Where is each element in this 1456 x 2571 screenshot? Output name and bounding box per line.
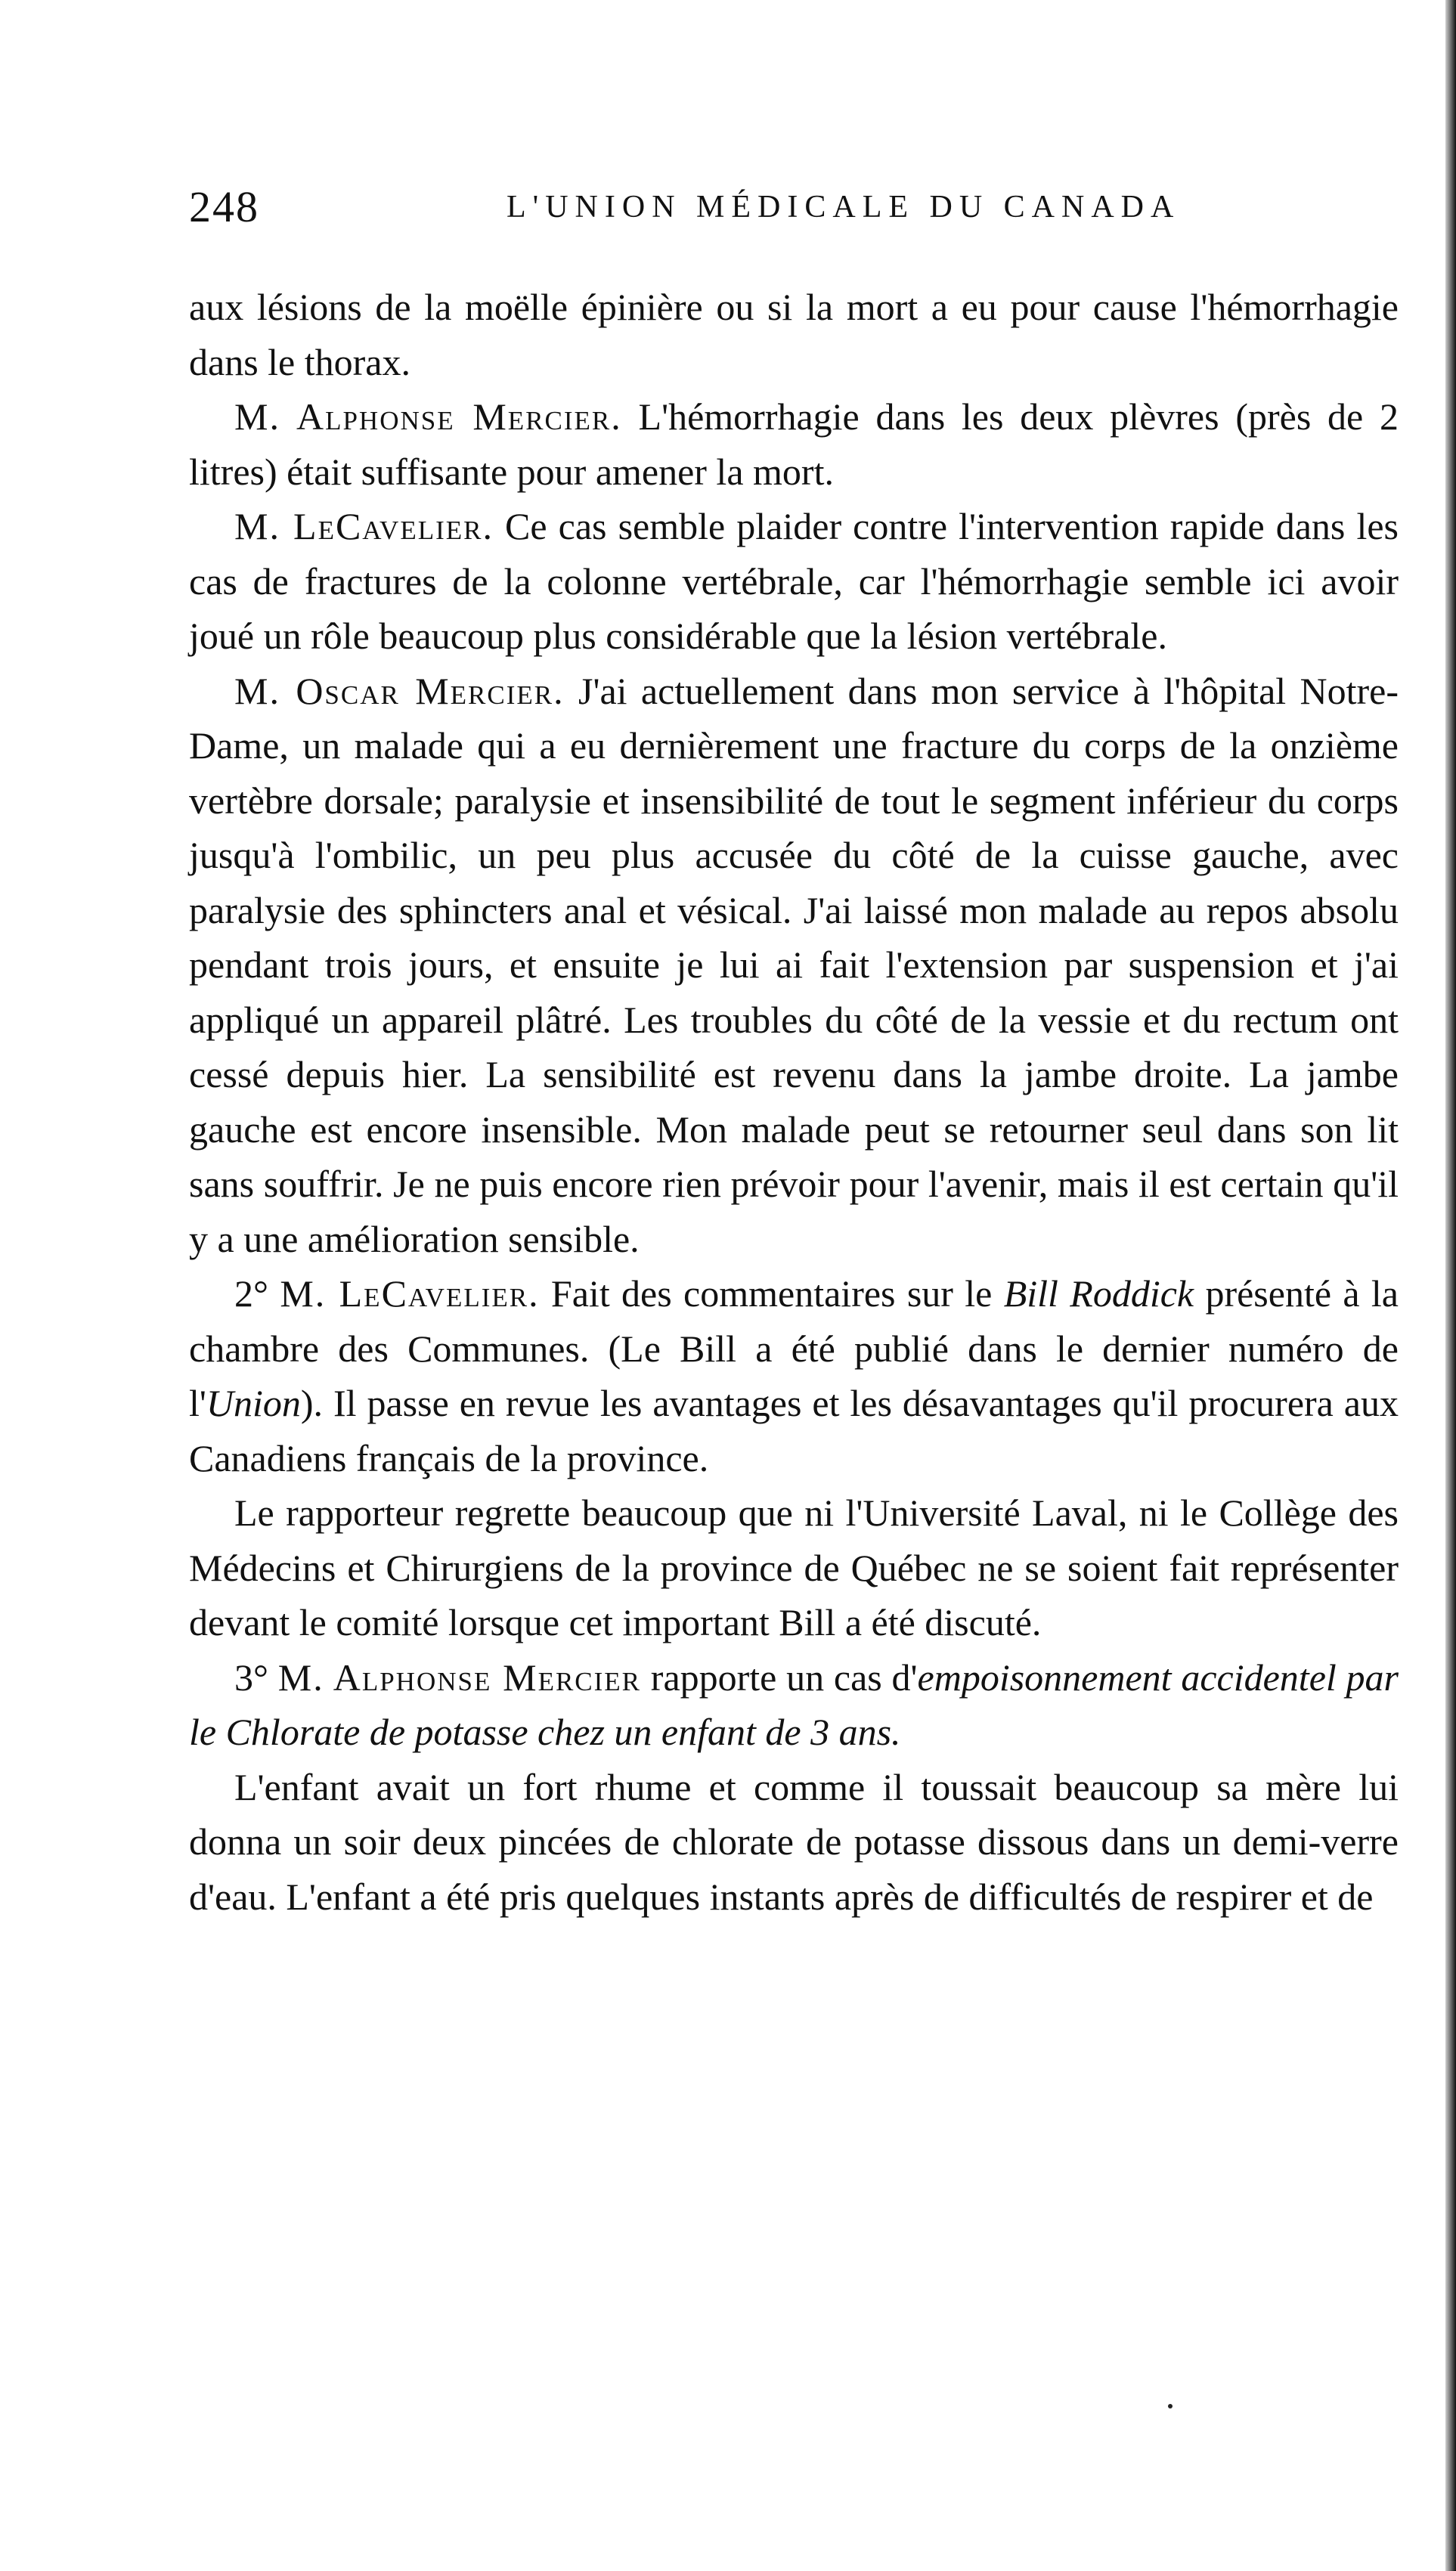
item-number: 3° (234, 1656, 278, 1699)
speaker-name: M. Oscar Mercier. (234, 669, 565, 712)
speaker-name: M. Alphonse Mercier (277, 1656, 642, 1699)
speaker-name: M. Alphonse Mercier. (234, 395, 622, 438)
paragraph-text: Le rapporteur regrette beaucoup que ni l'Université Laval, ni le Collège des Médecins et Chirurgiens de la province de Québec ne se soient fait représenter devant le comité lorsque cet important Bill a été discuté. (189, 1491, 1399, 1643)
bill-title: Bill Roddick (1003, 1272, 1194, 1315)
page-number: 248 (189, 182, 259, 231)
paragraph-text: rapporte un cas d' (641, 1656, 918, 1699)
case-title: empoisonnement accidentel par le Chlorate de potasse chez un enfant de 3 ans. (189, 1656, 1399, 1753)
paragraph-text: Ce cas semble plaider contre l'intervention rapide dans les cas de fractures de la colonne vertébrale, car l'hémorrhagie semble ici avoir joué un rôle beaucoup plus considérable que la lésion vertébrale. (189, 505, 1399, 657)
journal-title: Union (206, 1382, 301, 1424)
paragraph-alphonse-mercier (189, 389, 1399, 499)
page-header (189, 181, 1399, 242)
paragraph-item-2 (189, 1266, 1399, 1485)
paragraph-continuation (189, 280, 1399, 389)
paragraph-text: présenté à la chambre des Communes. (Le Bill a été publié dans le dernier numéro de l' (189, 1272, 1399, 1424)
paragraph-lecavelier (189, 499, 1399, 664)
ink-speck (1168, 2404, 1173, 2408)
item-number: 2° (234, 1272, 280, 1315)
page-edge-shadow (1445, 0, 1456, 2571)
paragraph-rapporteur (189, 1485, 1399, 1650)
paragraph-text: ). Il passe en revue les avantages et les désavantages qu'il procurera aux Canadiens français de la province. (189, 1382, 1399, 1479)
paragraph-text: L'hémorrhagie dans les deux plèvres (près de 2 litres) était suffisante pour amener la mort. (189, 395, 1399, 493)
paragraph-text: aux lésions de la moëlle épinière ou si la mort a eu pour cause l'hémorrhagie dans le thorax. (189, 286, 1399, 383)
speaker-name: M. LeCavelier. (280, 1272, 540, 1315)
paragraph-case-description (189, 1760, 1399, 1925)
paragraph-item-3 (189, 1650, 1399, 1760)
paragraph-text: J'ai actuellement dans mon service à l'hôpital Notre-Dame, un malade qui a eu dernièrement une fracture du corps de la onzième vertèbre dorsale; paralysie et insensibilité de tout le segment inférieur du corps jusqu'à l'ombilic, un peu plus accusée du côté de la cuisse gauche, avec paralysie des sphincters anal et vésical. J'ai laissé mon malade au repos absolu pendant trois jours, et ensuite je lui ai fait l'extension par suspension et j'ai appliqué un appareil plâtré. Les troubles du côté de la vessie et du rectum ont cessé depuis hier. La sensibilité est revenu dans la jambe droite. La jambe gauche est encore insensible. Mon malade peut se retourner seul dans son lit sans souffrir. Je ne puis encore rien prévoir pour l'avenir, mais il est certain qu'il y a une amélioration sensible. (189, 669, 1399, 1260)
speaker-name: M. LeCavelier. (234, 505, 494, 547)
paragraph-oscar-mercier (189, 664, 1399, 1267)
running-title: L'UNION MÉDICALE DU CANADA (507, 190, 1181, 225)
paragraph-text: L'enfant avait un fort rhume et comme il toussait beaucoup sa mère lui donna un soir deux pincées de chlorate de potasse dissous dans un demi-verre d'eau. L'enfant a été pris quelques instants après de difficultés de respirer et de (189, 1765, 1399, 1918)
paragraph-text: Fait des commentaires sur le (539, 1272, 1004, 1315)
page-body (189, 280, 1399, 1924)
